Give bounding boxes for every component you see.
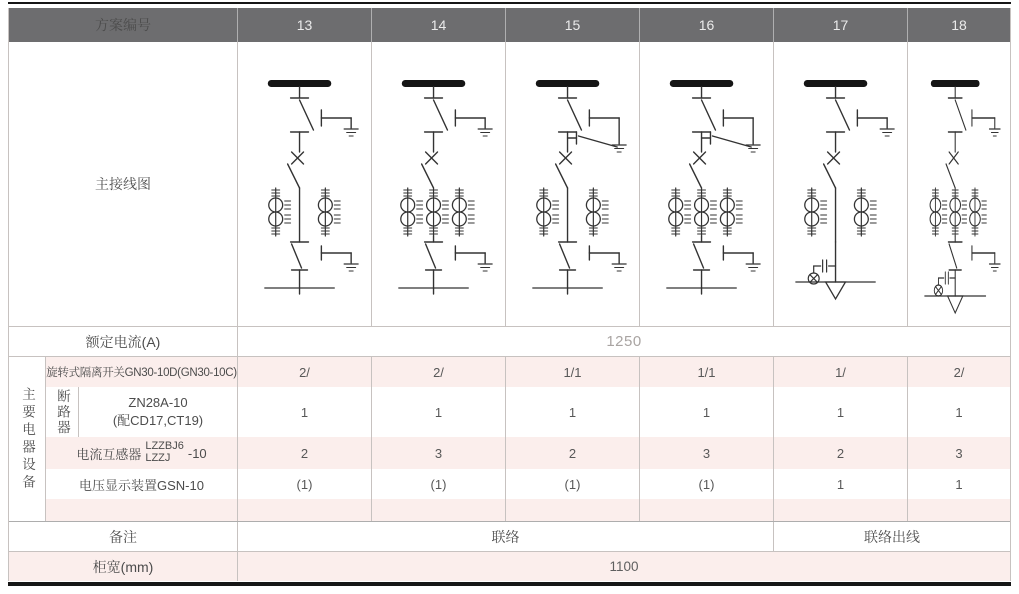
value-cell: 1/1 xyxy=(505,357,639,387)
value-cell: (1) xyxy=(237,469,371,499)
value-cell: 1 xyxy=(237,387,371,437)
value-cell: 2/ xyxy=(237,357,371,387)
value-cell: 1 xyxy=(639,387,773,437)
cabinet-width-row xyxy=(9,551,1010,581)
wiring-diagram-cell xyxy=(371,42,505,326)
wiring-diagram-scheme-13 xyxy=(238,44,371,326)
wiring-diagram-row-label: 主接线图 xyxy=(95,176,151,192)
scheme-number-17: 17 xyxy=(773,8,907,42)
value-cell: 2 xyxy=(237,437,371,469)
main-equipment-section xyxy=(9,356,1010,521)
wiring-diagram-scheme-18 xyxy=(908,44,1010,326)
value-cell: 3 xyxy=(907,437,1010,469)
scheme-number-16: 16 xyxy=(639,8,773,42)
circuit-breaker-vertical-label-cell xyxy=(46,387,79,437)
wiring-diagram-scheme-17 xyxy=(774,44,907,326)
remarks-value-tie-outgoing: 联络出线 xyxy=(773,522,1010,551)
value-cell: (1) xyxy=(505,469,639,499)
remarks-row xyxy=(9,521,1010,551)
value-cell: 2 xyxy=(505,437,639,469)
value-cell: 1/1 xyxy=(639,357,773,387)
wiring-diagram-scheme-16 xyxy=(640,44,773,326)
cabinet-width-label: 柜宽(mm) xyxy=(92,558,154,575)
rated-current-value: 1250 xyxy=(237,327,1010,356)
wiring-diagram-row xyxy=(9,42,1010,326)
value-cell: 2 xyxy=(773,437,907,469)
top-rule xyxy=(8,2,1011,4)
value-cell: 1 xyxy=(371,387,505,437)
scheme-number-18: 18 xyxy=(907,8,1010,42)
wiring-diagram-cell xyxy=(639,42,773,326)
header-scheme-label: 方案编号 xyxy=(95,17,151,33)
row-rotary-disconnector xyxy=(46,357,1010,387)
row-voltage-indicator xyxy=(46,469,1010,499)
value-cell: 3 xyxy=(639,437,773,469)
equipment-group-label-cell xyxy=(9,357,46,521)
wiring-diagram-cell xyxy=(773,42,907,326)
row-empty xyxy=(46,499,1010,521)
scheme-number-13: 13 xyxy=(237,8,371,42)
scheme-table xyxy=(8,8,1011,581)
equipment-group-label: 主要电器设备 xyxy=(20,386,35,492)
circuit-breaker-model: ZN28A-10 xyxy=(128,395,188,411)
wiring-diagram-cell xyxy=(907,42,1010,326)
table-header-row xyxy=(9,8,1010,42)
row-circuit-breaker xyxy=(46,387,1010,437)
cabinet-width-value: 1100 xyxy=(237,552,1010,581)
value-cell: (1) xyxy=(371,469,505,499)
value-cell: 2/ xyxy=(371,357,505,387)
bottom-rule xyxy=(8,582,1011,586)
wiring-diagram-cell xyxy=(237,42,371,326)
wiring-diagram-scheme-15 xyxy=(506,44,639,326)
value-cell: 1 xyxy=(907,387,1010,437)
remarks-label: 备注 xyxy=(109,528,137,545)
value-cell: 1 xyxy=(773,469,907,499)
value-cell: (1) xyxy=(639,469,773,499)
circuit-breaker-model-note: (配CD17,CT19) xyxy=(112,413,204,428)
rated-current-row xyxy=(9,326,1010,356)
current-transformer-models: LZZBJ6 LZZJ xyxy=(145,440,184,464)
value-cell: 1 xyxy=(907,469,1010,499)
scheme-number-14: 14 xyxy=(371,8,505,42)
rated-current-label: 额定电流(A) xyxy=(85,333,161,350)
circuit-breaker-vertical-label: 断路器 xyxy=(55,388,70,436)
remarks-value-tie: 联络 xyxy=(237,522,773,551)
value-cell: 1 xyxy=(773,387,907,437)
rotary-disconnector-label: 旋转式隔离开关GN30-10D(GN30-10C) xyxy=(46,367,237,379)
voltage-indicator-label: 电压显示装置GSN-10 xyxy=(79,477,204,493)
value-cell: 2/ xyxy=(907,357,1010,387)
wiring-diagram-scheme-14 xyxy=(372,44,505,326)
wiring-diagram-cell xyxy=(505,42,639,326)
catalog-page xyxy=(0,2,1019,594)
current-transformer-label: 电流互感器 xyxy=(76,446,142,462)
value-cell: 1/ xyxy=(773,357,907,387)
row-current-transformer xyxy=(46,437,1010,469)
value-cell: 1 xyxy=(505,387,639,437)
value-cell: 3 xyxy=(371,437,505,469)
current-transformer-model-suffix: -10 xyxy=(187,445,207,461)
scheme-number-15: 15 xyxy=(505,8,639,42)
